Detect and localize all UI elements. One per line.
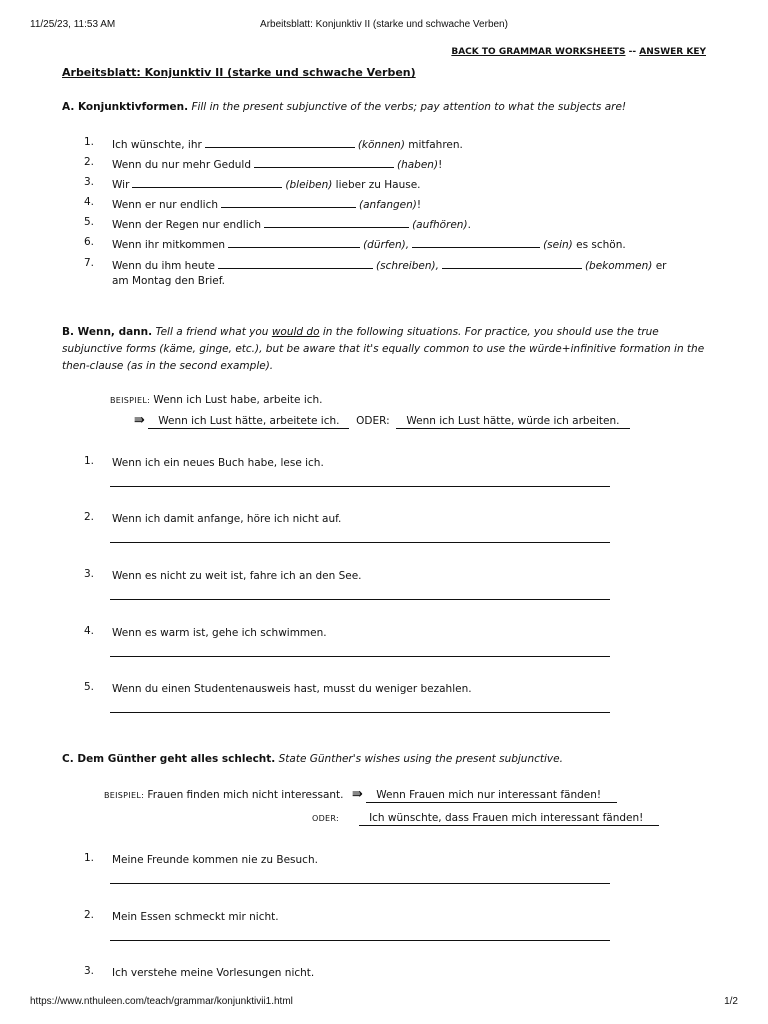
section-c-instruction: State Günther's wishes using the present subjunctive. bbox=[278, 753, 563, 765]
c-item-1: Meine Freunde kommen nie zu Besuch. bbox=[112, 854, 318, 866]
nav-separator: -- bbox=[628, 47, 637, 57]
b-item-number: 4. bbox=[84, 625, 95, 637]
answer-line[interactable] bbox=[110, 940, 610, 941]
section-c-example-answer-1 bbox=[352, 787, 617, 803]
a-item-number: 2. bbox=[84, 156, 95, 168]
section-a-heading bbox=[62, 99, 712, 116]
answer-blank[interactable] bbox=[442, 257, 582, 269]
b-item-2: Wenn ich damit anfange, höre ich nicht auf. bbox=[112, 513, 342, 525]
a-item-6: Wenn ihr mitkommen (dürfen), (sein) es schön. bbox=[112, 236, 626, 253]
answer-line[interactable] bbox=[110, 656, 610, 657]
section-c-example-answer-2 bbox=[312, 812, 659, 826]
a-item-7: Wenn du ihm heute (schreiben), (bekommen) er bbox=[112, 257, 666, 274]
a-item-number: 7. bbox=[84, 257, 95, 269]
example-answer: Wenn ich Lust hätte, arbeitete ich. bbox=[148, 415, 349, 429]
answer-key-link[interactable]: ANSWER KEY bbox=[639, 47, 706, 57]
b-item-5: Wenn du einen Studentenausweis hast, musst du weniger bezahlen. bbox=[112, 683, 472, 695]
worksheet-title: Arbeitsblatt: Konjunktiv II (starke und schwache Verben) bbox=[62, 66, 416, 79]
a-item-5: Wenn der Regen nur endlich (aufhören). bbox=[112, 216, 471, 233]
b-item-1: Wenn ich ein neues Buch habe, lese ich. bbox=[112, 457, 324, 469]
answer-line[interactable] bbox=[110, 712, 610, 713]
double-arrow-icon: ⇛ bbox=[352, 787, 363, 802]
back-to-worksheets-link[interactable]: BACK TO GRAMMAR WORKSHEETS bbox=[451, 47, 626, 57]
answer-line[interactable] bbox=[110, 486, 610, 487]
c-item-number: 2. bbox=[84, 909, 95, 921]
section-b-example-answers bbox=[134, 413, 630, 429]
a-item-number: 6. bbox=[84, 236, 95, 248]
c-item-number: 3. bbox=[84, 965, 95, 977]
beispiel-label: BEISPIEL: bbox=[110, 396, 151, 405]
a-item-7-continuation: am Montag den Brief. bbox=[112, 275, 225, 287]
answer-line[interactable] bbox=[110, 599, 610, 600]
a-item-4: Wenn er nur endlich (anfangen)! bbox=[112, 196, 421, 213]
section-c-heading bbox=[62, 751, 712, 768]
a-item-3: Wir (bleiben) lieber zu Hause. bbox=[112, 176, 421, 193]
example-answer: Wenn Frauen mich nur interessant fänden! bbox=[366, 789, 617, 803]
section-c-example bbox=[104, 789, 344, 801]
section-b-title: B. Wenn, dann. bbox=[62, 326, 153, 338]
beispiel-text: Wenn ich Lust habe, arbeite ich. bbox=[153, 394, 323, 406]
oder-label: ODER: bbox=[356, 415, 390, 427]
print-url: https://www.nthuleen.com/teach/grammar/konjunktivii1.html bbox=[30, 996, 293, 1007]
b-item-number: 5. bbox=[84, 681, 95, 693]
answer-blank[interactable] bbox=[254, 156, 394, 168]
print-page-title: Arbeitsblatt: Konjunktiv II (starke und schwache Verben) bbox=[260, 19, 508, 30]
print-page-number: 1/2 bbox=[724, 996, 738, 1007]
beispiel-text: Frauen finden mich nicht interessant. bbox=[147, 789, 344, 801]
answer-blank[interactable] bbox=[218, 257, 373, 269]
c-item-number: 1. bbox=[84, 852, 95, 864]
a-item-number: 4. bbox=[84, 196, 95, 208]
b-item-number: 3. bbox=[84, 568, 95, 580]
section-a-title: A. Konjunktivformen. bbox=[62, 101, 189, 113]
answer-blank[interactable] bbox=[132, 176, 282, 188]
print-datetime: 11/25/23, 11:53 AM bbox=[30, 19, 116, 30]
answer-blank[interactable] bbox=[221, 196, 356, 208]
section-b-example bbox=[110, 394, 323, 406]
b-item-number: 1. bbox=[84, 455, 95, 467]
a-item-number: 5. bbox=[84, 216, 95, 228]
a-item-2: Wenn du nur mehr Geduld (haben)! bbox=[112, 156, 442, 173]
a-item-number: 3. bbox=[84, 176, 95, 188]
double-arrow-icon: ⇛ bbox=[134, 413, 145, 428]
a-item-number: 1. bbox=[84, 136, 95, 148]
section-b-heading: B. Wenn, dann. Tell a friend what you would do in the following situations. For practice, you should use the true subjunctive forms (käme, ginge, etc.), but be aware that it's equally common to use the würde+infinitive formation in the then-clause (as in the second example). bbox=[62, 326, 705, 372]
answer-blank[interactable] bbox=[412, 236, 540, 248]
b-item-number: 2. bbox=[84, 511, 95, 523]
beispiel-label: BEISPIEL: bbox=[104, 791, 145, 800]
top-nav bbox=[451, 47, 706, 57]
answer-blank[interactable] bbox=[264, 216, 409, 228]
a-item-1: Ich wünschte, ihr (können) mitfahren. bbox=[112, 136, 463, 153]
answer-line[interactable] bbox=[110, 883, 610, 884]
answer-blank[interactable] bbox=[228, 236, 360, 248]
oder-label: ODER: bbox=[312, 814, 340, 823]
example-answer: Wenn ich Lust hätte, würde ich arbeiten. bbox=[396, 415, 629, 429]
example-answer: Ich wünschte, dass Frauen mich interessant fänden! bbox=[359, 812, 659, 826]
answer-blank[interactable] bbox=[205, 136, 355, 148]
c-item-2: Mein Essen schmeckt mir nicht. bbox=[112, 911, 279, 923]
b-item-3: Wenn es nicht zu weit ist, fahre ich an den See. bbox=[112, 570, 362, 582]
b-item-4: Wenn es warm ist, gehe ich schwimmen. bbox=[112, 627, 327, 639]
section-c-title: C. Dem Günther geht alles schlecht. bbox=[62, 753, 276, 765]
c-item-3: Ich verstehe meine Vorlesungen nicht. bbox=[112, 967, 315, 979]
answer-line[interactable] bbox=[110, 542, 610, 543]
section-a-instruction: Fill in the present subjunctive of the verbs; pay attention to what the subjects are! bbox=[191, 101, 627, 113]
